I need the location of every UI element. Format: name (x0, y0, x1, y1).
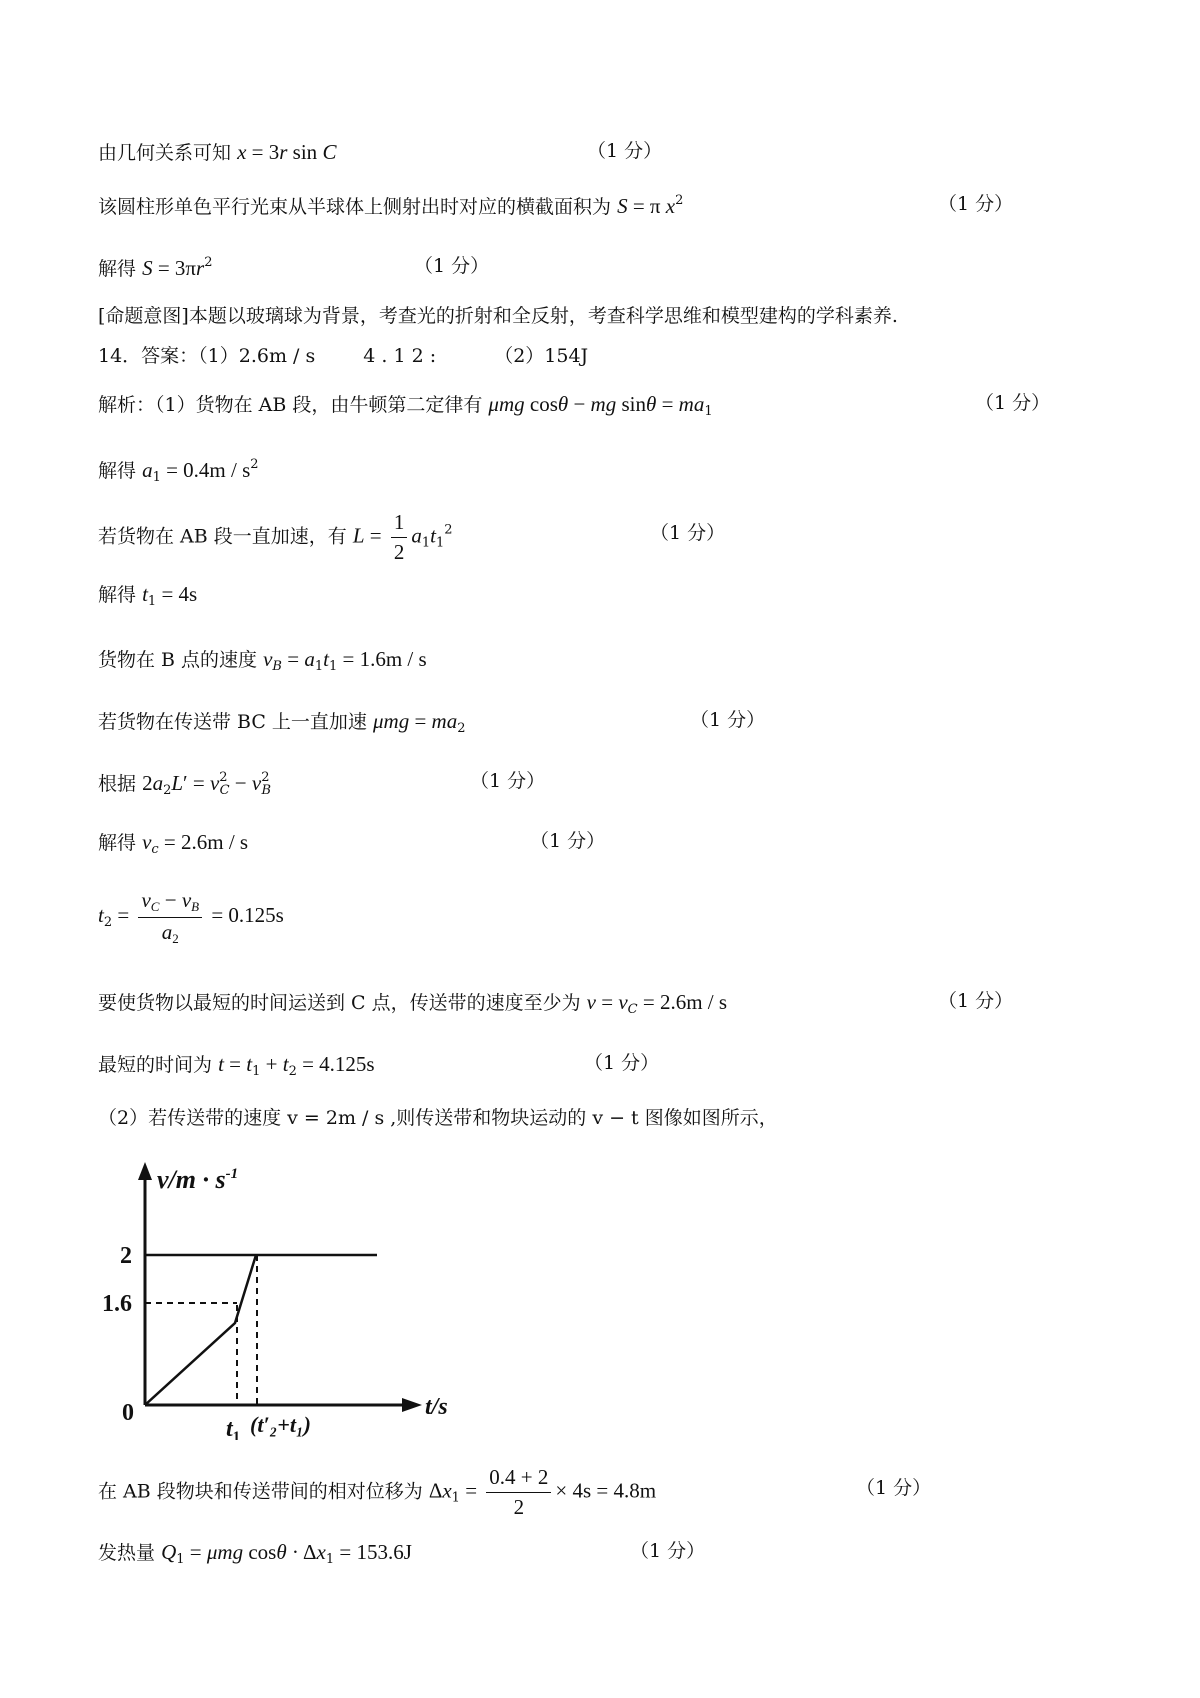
score-11: （1 分） (856, 1477, 932, 1499)
y-axis-arrow (138, 1162, 152, 1180)
score-7: （1 分） (470, 770, 546, 792)
line-uniform-accel: 若货物在 AB 段一直加速，有 L = $\frac{1}{2}$ $a_1t_1^2$ (98, 510, 453, 565)
score-8: （1 分） (530, 830, 606, 852)
line-min-speed: 要使货物以最短的时间运送到 C 点，传送带的速度至少为 $v = v_C = 2.6m / s$ (98, 990, 728, 1017)
x-axis-arrow (402, 1398, 422, 1412)
score-12: （1 分） (630, 1540, 706, 1562)
y-tick-1-6: 1.6 (102, 1291, 132, 1317)
v-t-graph (100, 1150, 480, 1440)
score-4: （1 分） (975, 392, 1051, 414)
line-t2: $t_2$ = $\frac{v_C - v_B}{a_2}$ = 0.125s (98, 888, 284, 946)
x-tick-t1: $t_1$ (226, 1416, 241, 1440)
line-vc: 解得 $v_c = 2.6m / s$ (98, 830, 249, 857)
object-velocity-curve (145, 1255, 256, 1405)
line-a1: 解得 $a_1 = 0.4m / s^2$ (98, 457, 259, 485)
line-relative-displacement: 在 AB 段物块和传送带间的相对位移为 $\Delta x_1$ = $\frac{0.4 + 2}{2}$ × 4s = 4.8m (98, 1465, 657, 1520)
line-geometry: 由几何关系可知 x = 3r sin C (98, 140, 337, 164)
score-9: （1 分） (938, 990, 1014, 1012)
line-t1: 解得 $t_1 = 4s$ (98, 582, 198, 609)
x-axis-label: t/s (425, 1394, 448, 1420)
line-solve-area: 解得 $S = 3\pi r^2$ (98, 255, 213, 280)
line-area: 该圆柱形单色平行光束从半球体上侧射出时对应的横截面积为 S = π $x^2$ (98, 193, 684, 218)
score-1: （1 分） (587, 140, 663, 162)
line-intent: [命题意图]本题以玻璃球为背景，考查光的折射和全反射，考查科学思维和模型建构的学科素养. (98, 305, 898, 327)
y-tick-2: 2 (120, 1243, 132, 1269)
score-2: （1 分） (938, 193, 1014, 215)
line-part2-intro: （2）若传送带的速度 v = 2m / s ,则传送带和物块运动的 v − t 图像如图所示， (98, 1107, 778, 1129)
line-vb: 货物在 B 点的速度 $v_B = a_1t_1 = 1.6m / s$ (98, 647, 427, 674)
eq-x: x (237, 140, 247, 164)
score-5: （1 分） (650, 522, 726, 544)
origin-label: 0 (122, 1400, 134, 1426)
line-answer: 14．答案：（1）2.6m / s 4 . 1 2 : （2）154J (98, 345, 589, 367)
line-kinematics: 根据 $2a_2L' = v^2_C - v^2_B$ (98, 770, 272, 798)
score-3: （1 分） (414, 255, 490, 277)
x-tick-t2: (t′₂+t₁) (250, 1412, 311, 1437)
y-axis-label: $v/m \cdot s^{-1}$ (157, 1165, 239, 1194)
line-analysis-1: 解析：（1）货物在 AB 段，由牛顿第二定律有 μmg cosθ − mg $\sin\theta = ma_1$ (98, 392, 713, 419)
score-10: （1 分） (584, 1052, 660, 1074)
line-heat: 发热量 $Q_1 = \mu mg$ $\cos\theta \cdot \Delta x_1 = 153.6J$ (98, 1540, 412, 1567)
line-bc-accel: 若货物在传送带 BC 上一直加速 $\mu mg = ma_2$ (98, 709, 466, 736)
score-6: （1 分） (690, 709, 766, 731)
line-min-time: 最短的时间为 $t = t_1 + t_2 = 4.125s$ (98, 1052, 375, 1079)
